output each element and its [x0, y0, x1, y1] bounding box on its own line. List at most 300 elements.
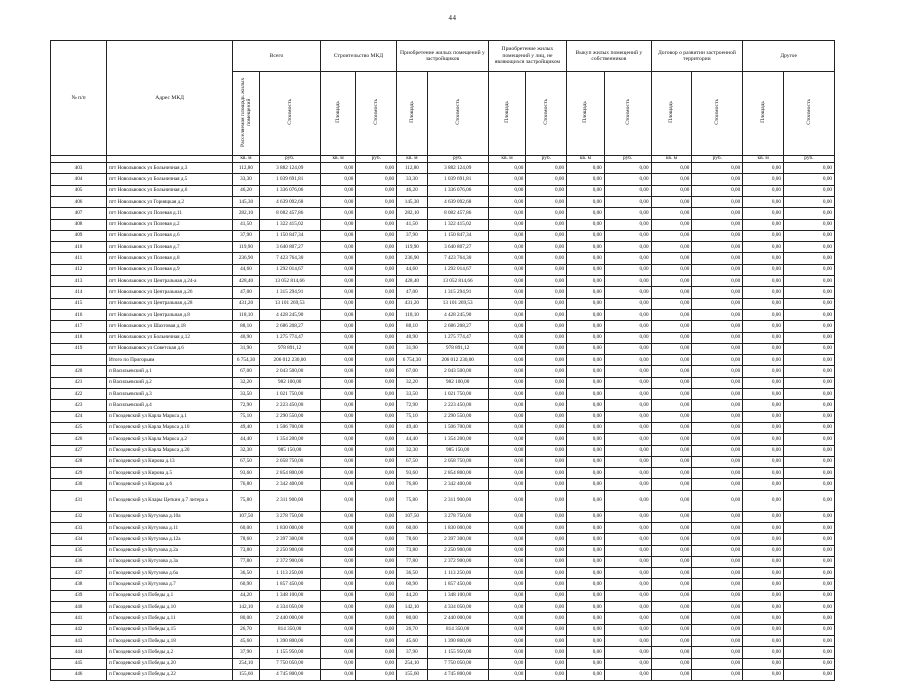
construction-area: 0,00	[320, 635, 356, 646]
subheader-area: Площадь	[567, 72, 605, 156]
territory-area: 0,00	[651, 479, 692, 490]
row-cost-total: 2 290 550,00	[259, 411, 320, 422]
page-number: 44	[448, 14, 457, 22]
territory-area: 0,00	[651, 230, 692, 241]
row-address: пгт Новольвовск ул Центральная д.8	[106, 309, 232, 320]
row-number	[51, 355, 107, 366]
table-row	[51, 422, 835, 433]
row-area-total: 76,80	[233, 479, 259, 490]
row-cost-total: 7 423 764,30	[259, 253, 320, 264]
nondeveloper-area: 0,00	[488, 287, 526, 298]
row-address: пгт Новольвовск ул Центральная д.26	[106, 287, 232, 298]
developer-area: 72,90	[397, 400, 428, 411]
other-cost: 0,00	[783, 185, 834, 196]
territory-cost: 0,00	[692, 230, 743, 241]
row-cost-total: 1 150 847,34	[259, 230, 320, 241]
buyout-cost: 0,00	[604, 523, 651, 534]
table-row	[51, 219, 835, 230]
table-row	[51, 377, 835, 388]
territory-cost: 0,00	[692, 579, 743, 590]
buyout-area: 0,00	[567, 253, 605, 264]
developer-cost: 1 348 100,00	[427, 590, 488, 601]
construction-area: 0,00	[320, 658, 356, 669]
row-cost-total: 2 342 400,00	[259, 479, 320, 490]
table-row	[51, 309, 835, 320]
buyout-cost: 0,00	[604, 343, 651, 354]
row-cost-total: 985 150,00	[259, 445, 320, 456]
row-area-total: 44,60	[233, 264, 259, 275]
nondeveloper-cost: 0,00	[526, 534, 567, 545]
buyout-area: 0,00	[567, 490, 605, 511]
subheader-area: Площадь	[743, 72, 784, 156]
row-number: 418	[51, 332, 107, 343]
row-number: 427	[51, 445, 107, 456]
developer-cost: 1 354 200,00	[427, 434, 488, 445]
other-cost: 0,00	[783, 635, 834, 646]
buyout-area: 0,00	[567, 219, 605, 230]
other-cost: 0,00	[783, 422, 834, 433]
row-cost-total: 2 043 500,00	[259, 366, 320, 377]
territory-area: 0,00	[651, 400, 692, 411]
nondeveloper-cost: 0,00	[526, 163, 567, 174]
construction-cost: 0,00	[356, 400, 397, 411]
row-cost-total: 1 354 200,00	[259, 434, 320, 445]
buyout-cost: 0,00	[604, 332, 651, 343]
other-cost: 0,00	[783, 468, 834, 479]
developer-area: 6 754,30	[397, 355, 428, 366]
other-cost: 0,00	[783, 276, 834, 287]
nondeveloper-cost: 0,00	[526, 422, 567, 433]
nondeveloper-cost: 0,00	[526, 366, 567, 377]
row-address: п Гвоздевский ул Карла Маркса д.20	[106, 445, 232, 456]
nondeveloper-cost: 0,00	[526, 490, 567, 511]
developer-cost: 13 052 814,66	[427, 276, 488, 287]
row-area-total: 6 754,30	[233, 355, 259, 366]
row-area-total: 40,90	[233, 332, 259, 343]
territory-cost: 0,00	[692, 400, 743, 411]
construction-cost: 0,00	[356, 185, 397, 196]
construction-cost: 0,00	[356, 422, 397, 433]
developer-cost: 7 750 050,00	[427, 658, 488, 669]
row-number: 414	[51, 287, 107, 298]
construction-area: 0,00	[320, 422, 356, 433]
developer-area: 44,40	[397, 434, 428, 445]
unit-area: кв. м	[233, 155, 259, 163]
row-address: пгт Новольвовск ул Полевая д.11	[106, 208, 232, 219]
buyout-area: 0,00	[567, 624, 605, 635]
row-number: 446	[51, 669, 107, 680]
buyout-cost: 0,00	[604, 490, 651, 511]
territory-area: 0,00	[651, 298, 692, 309]
construction-cost: 0,00	[356, 523, 397, 534]
territory-area: 0,00	[651, 545, 692, 556]
table-row	[51, 445, 835, 456]
buyout-cost: 0,00	[604, 196, 651, 207]
other-cost: 0,00	[783, 366, 834, 377]
nondeveloper-cost: 0,00	[526, 523, 567, 534]
row-number: 412	[51, 264, 107, 275]
row-number: 434	[51, 534, 107, 545]
developer-cost: 4 334 050,00	[427, 602, 488, 613]
buyout-cost: 0,00	[604, 635, 651, 646]
row-number: 432	[51, 511, 107, 522]
buyout-cost: 0,00	[604, 230, 651, 241]
construction-area: 0,00	[320, 264, 356, 275]
developer-area: 26,70	[397, 624, 428, 635]
construction-cost: 0,00	[356, 321, 397, 332]
table-row	[51, 624, 835, 635]
row-address: пгт Новольвовск ул Больничная д.3	[106, 163, 232, 174]
other-area: 0,00	[743, 635, 784, 646]
developer-cost: 206 012 230,00	[427, 355, 488, 366]
other-area: 0,00	[743, 287, 784, 298]
unit-area: кв. м	[397, 155, 428, 163]
row-area-total: 60,90	[233, 579, 259, 590]
buyout-cost: 0,00	[604, 242, 651, 253]
other-cost: 0,00	[783, 534, 834, 545]
buyout-area: 0,00	[567, 602, 605, 613]
buyout-area: 0,00	[567, 242, 605, 253]
nondeveloper-cost: 0,00	[526, 276, 567, 287]
construction-area: 0,00	[320, 343, 356, 354]
construction-area: 0,00	[320, 219, 356, 230]
construction-cost: 0,00	[356, 366, 397, 377]
construction-cost: 0,00	[356, 163, 397, 174]
developer-cost: 2 342 400,00	[427, 479, 488, 490]
construction-cost: 0,00	[356, 174, 397, 185]
row-number: 429	[51, 468, 107, 479]
developer-cost: 814 350,00	[427, 624, 488, 635]
territory-cost: 0,00	[692, 208, 743, 219]
developer-area: 76,80	[397, 479, 428, 490]
buyout-cost: 0,00	[604, 411, 651, 422]
territory-area: 0,00	[651, 253, 692, 264]
row-address: п Васильевский д.1	[106, 366, 232, 377]
table-row	[51, 602, 835, 613]
nondeveloper-cost: 0,00	[526, 647, 567, 658]
territory-area: 0,00	[651, 669, 692, 680]
row-number: 444	[51, 647, 107, 658]
developer-cost: 1 390 800,00	[427, 635, 488, 646]
other-area: 0,00	[743, 658, 784, 669]
nondeveloper-area: 0,00	[488, 568, 526, 579]
nondeveloper-cost: 0,00	[526, 298, 567, 309]
table-row	[51, 534, 835, 545]
developer-area: 236,90	[397, 253, 428, 264]
buyout-cost: 0,00	[604, 669, 651, 680]
territory-area: 0,00	[651, 276, 692, 287]
territory-cost: 0,00	[692, 445, 743, 456]
row-address: пгт Новольвовск ул Горняцкая д.2	[106, 196, 232, 207]
unit-area: кв. м	[743, 155, 784, 163]
nondeveloper-cost: 0,00	[526, 434, 567, 445]
construction-area: 0,00	[320, 534, 356, 545]
row-number: 408	[51, 219, 107, 230]
row-number: 419	[51, 343, 107, 354]
row-cost-total: 206 012 230,00	[259, 355, 320, 366]
developer-area: 44,60	[397, 264, 428, 275]
other-cost: 0,00	[783, 590, 834, 601]
construction-area: 0,00	[320, 411, 356, 422]
buyout-cost: 0,00	[604, 355, 651, 366]
territory-cost: 0,00	[692, 332, 743, 343]
other-cost: 0,00	[783, 624, 834, 635]
nondeveloper-area: 0,00	[488, 556, 526, 567]
row-area-total: 47,00	[233, 287, 259, 298]
buyout-cost: 0,00	[604, 287, 651, 298]
subheader-cost: Стоимость	[259, 72, 320, 156]
construction-cost: 0,00	[356, 468, 397, 479]
nondeveloper-cost: 0,00	[526, 253, 567, 264]
developer-cost: 4 639 092,68	[427, 196, 488, 207]
other-area: 0,00	[743, 468, 784, 479]
developer-cost: 2 397 300,00	[427, 534, 488, 545]
territory-cost: 0,00	[692, 479, 743, 490]
developer-cost: 1 150 847,34	[427, 230, 488, 241]
row-number: 440	[51, 602, 107, 613]
construction-area: 0,00	[320, 400, 356, 411]
construction-cost: 0,00	[356, 208, 397, 219]
table-row	[51, 208, 835, 219]
other-area: 0,00	[743, 422, 784, 433]
nondeveloper-area: 0,00	[488, 468, 526, 479]
construction-cost: 0,00	[356, 568, 397, 579]
row-address: п Гвоздевский ул Кирова д.13	[106, 456, 232, 467]
row-area-total: 33,50	[233, 389, 259, 400]
territory-area: 0,00	[651, 445, 692, 456]
row-area-total: 60,00	[233, 523, 259, 534]
unit-cost: руб.	[356, 155, 397, 163]
construction-area: 0,00	[320, 185, 356, 196]
territory-cost: 0,00	[692, 163, 743, 174]
subheader-area: Площадь	[651, 72, 692, 156]
buyout-cost: 0,00	[604, 400, 651, 411]
row-cost-total: 1 155 950,00	[259, 647, 320, 658]
construction-area: 0,00	[320, 298, 356, 309]
developer-area: 75,80	[397, 490, 428, 511]
nondeveloper-area: 0,00	[488, 377, 526, 388]
table-row	[51, 658, 835, 669]
developer-cost: 1 336 076,06	[427, 185, 488, 196]
row-address: п Гвоздевский ул Кутузова д.11	[106, 523, 232, 534]
buyout-cost: 0,00	[604, 613, 651, 624]
row-area-total: 32,30	[233, 445, 259, 456]
buyout-area: 0,00	[567, 669, 605, 680]
nondeveloper-area: 0,00	[488, 490, 526, 511]
other-cost: 0,00	[783, 511, 834, 522]
territory-area: 0,00	[651, 590, 692, 601]
row-number: 425	[51, 422, 107, 433]
construction-cost: 0,00	[356, 590, 397, 601]
developer-area: 88,10	[397, 321, 428, 332]
row-area-total: 75,10	[233, 411, 259, 422]
other-area: 0,00	[743, 490, 784, 511]
developer-cost: 2 686 208,27	[427, 321, 488, 332]
nondeveloper-cost: 0,00	[526, 669, 567, 680]
territory-cost: 0,00	[692, 422, 743, 433]
row-cost-total: 978 891,12	[259, 343, 320, 354]
buyout-cost: 0,00	[604, 389, 651, 400]
construction-cost: 0,00	[356, 377, 397, 388]
other-area: 0,00	[743, 411, 784, 422]
construction-cost: 0,00	[356, 602, 397, 613]
table-row	[51, 590, 835, 601]
row-address: пгт Новольвовск ул Советская д.6	[106, 343, 232, 354]
buyout-cost: 0,00	[604, 556, 651, 567]
nondeveloper-cost: 0,00	[526, 445, 567, 456]
row-area-total: 282,10	[233, 208, 259, 219]
unit-cost: руб.	[692, 155, 743, 163]
other-cost: 0,00	[783, 523, 834, 534]
nondeveloper-area: 0,00	[488, 602, 526, 613]
row-number: 411	[51, 253, 107, 264]
row-address: п Гвоздевский ул Кутузова д.2а	[106, 545, 232, 556]
row-number: 407	[51, 208, 107, 219]
territory-area: 0,00	[651, 523, 692, 534]
units-blank	[51, 155, 107, 163]
nondeveloper-cost: 0,00	[526, 230, 567, 241]
construction-cost: 0,00	[356, 332, 397, 343]
other-cost: 0,00	[783, 287, 834, 298]
construction-area: 0,00	[320, 242, 356, 253]
developer-cost: 2 058 750,00	[427, 456, 488, 467]
table-row	[51, 456, 835, 467]
territory-area: 0,00	[651, 490, 692, 511]
buyout-area: 0,00	[567, 534, 605, 545]
row-address: п Гвоздевский ул Карла Маркса д.2	[106, 434, 232, 445]
buyout-area: 0,00	[567, 445, 605, 456]
nondeveloper-cost: 0,00	[526, 479, 567, 490]
buyout-cost: 0,00	[604, 219, 651, 230]
nondeveloper-cost: 0,00	[526, 613, 567, 624]
nondeveloper-area: 0,00	[488, 309, 526, 320]
buyout-cost: 0,00	[604, 602, 651, 613]
buyout-cost: 0,00	[604, 377, 651, 388]
construction-area: 0,00	[320, 208, 356, 219]
buyout-area: 0,00	[567, 545, 605, 556]
nondeveloper-cost: 0,00	[526, 602, 567, 613]
construction-area: 0,00	[320, 230, 356, 241]
developer-area: 36,50	[397, 568, 428, 579]
developer-cost: 2 372 900,00	[427, 556, 488, 567]
buyout-area: 0,00	[567, 355, 605, 366]
buyout-area: 0,00	[567, 366, 605, 377]
nondeveloper-area: 0,00	[488, 647, 526, 658]
buyout-area: 0,00	[567, 479, 605, 490]
developer-cost: 1 857 450,00	[427, 579, 488, 590]
table-row	[51, 242, 835, 253]
construction-cost: 0,00	[356, 411, 397, 422]
row-area-total: 67,00	[233, 366, 259, 377]
developer-area: 49,40	[397, 422, 428, 433]
resettlement-table	[50, 40, 835, 681]
row-number: 406	[51, 196, 107, 207]
developer-cost: 4 745 800,00	[427, 669, 488, 680]
other-cost: 0,00	[783, 445, 834, 456]
buyout-cost: 0,00	[604, 321, 651, 332]
row-cost-total: 2 397 300,00	[259, 534, 320, 545]
buyout-area: 0,00	[567, 434, 605, 445]
developer-area: 112,80	[397, 163, 428, 174]
construction-area: 0,00	[320, 321, 356, 332]
developer-area: 45,60	[397, 635, 428, 646]
construction-area: 0,00	[320, 287, 356, 298]
buyout-area: 0,00	[567, 332, 605, 343]
row-address: пгт Новольвовск ул Полевая д.7	[106, 242, 232, 253]
row-address: п Гвоздевский ул Кирова д.6	[106, 479, 232, 490]
developer-area: 41,50	[397, 219, 428, 230]
nondeveloper-area: 0,00	[488, 343, 526, 354]
developer-area: 33,50	[397, 389, 428, 400]
developer-cost: 2 223 450,00	[427, 400, 488, 411]
territory-cost: 0,00	[692, 242, 743, 253]
other-cost: 0,00	[783, 613, 834, 624]
row-area-total: 254,10	[233, 658, 259, 669]
row-address: п Гвоздевский ул Кирова д.5	[106, 468, 232, 479]
buyout-area: 0,00	[567, 613, 605, 624]
other-cost: 0,00	[783, 174, 834, 185]
nondeveloper-cost: 0,00	[526, 309, 567, 320]
construction-area: 0,00	[320, 366, 356, 377]
buyout-cost: 0,00	[604, 174, 651, 185]
developer-cost: 3 278 750,00	[427, 511, 488, 522]
buyout-area: 0,00	[567, 579, 605, 590]
row-area-total: 118,10	[233, 309, 259, 320]
row-cost-total: 1 506 700,00	[259, 422, 320, 433]
row-address: пгт Новольвовск ул Полевая д.2	[106, 219, 232, 230]
table-row	[51, 321, 835, 332]
territory-area: 0,00	[651, 355, 692, 366]
construction-area: 0,00	[320, 434, 356, 445]
table-row	[51, 545, 835, 556]
row-cost-total: 1 857 450,00	[259, 579, 320, 590]
nondeveloper-area: 0,00	[488, 479, 526, 490]
construction-cost: 0,00	[356, 355, 397, 366]
buyout-area: 0,00	[567, 511, 605, 522]
buyout-area: 0,00	[567, 264, 605, 275]
territory-area: 0,00	[651, 208, 692, 219]
construction-cost: 0,00	[356, 556, 397, 567]
developer-cost: 2 311 900,00	[427, 490, 488, 511]
nondeveloper-area: 0,00	[488, 355, 526, 366]
nondeveloper-area: 0,00	[488, 230, 526, 241]
developer-area: 142,10	[397, 602, 428, 613]
table-row	[51, 196, 835, 207]
other-area: 0,00	[743, 343, 784, 354]
territory-cost: 0,00	[692, 264, 743, 275]
row-number: 404	[51, 174, 107, 185]
nondeveloper-cost: 0,00	[526, 321, 567, 332]
row-area-total: 33,30	[233, 174, 259, 185]
buyout-area: 0,00	[567, 468, 605, 479]
construction-cost: 0,00	[356, 343, 397, 354]
territory-cost: 0,00	[692, 613, 743, 624]
construction-area: 0,00	[320, 624, 356, 635]
territory-cost: 0,00	[692, 298, 743, 309]
other-cost: 0,00	[783, 434, 834, 445]
territory-cost: 0,00	[692, 468, 743, 479]
developer-cost: 1 275 774,47	[427, 332, 488, 343]
nondeveloper-area: 0,00	[488, 400, 526, 411]
other-area: 0,00	[743, 534, 784, 545]
row-cost-total: 2 440 000,00	[259, 613, 320, 624]
nondeveloper-area: 0,00	[488, 590, 526, 601]
row-area-total: 155,60	[233, 669, 259, 680]
table-row	[51, 647, 835, 658]
buyout-cost: 0,00	[604, 298, 651, 309]
other-area: 0,00	[743, 556, 784, 567]
construction-cost: 0,00	[356, 658, 397, 669]
